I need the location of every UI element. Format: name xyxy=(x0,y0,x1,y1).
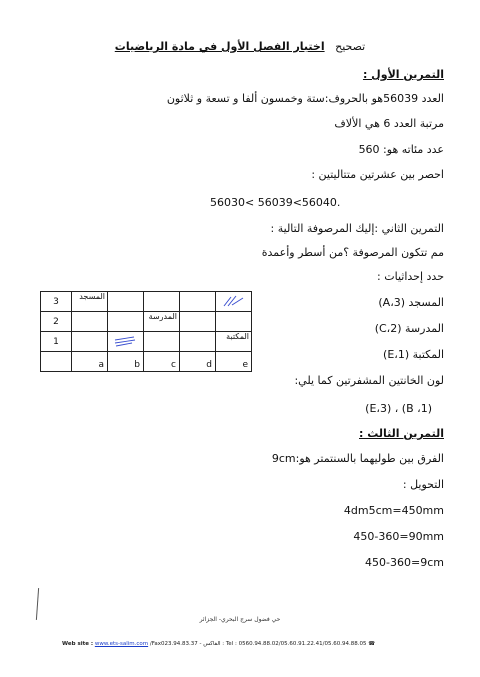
col-label: c xyxy=(171,360,176,370)
grid-cell-d1 xyxy=(180,332,216,352)
ex2-a3: المكتبة (E،1) xyxy=(383,348,444,361)
title-main: اختبار الفصل الأول في مادة الرياضيات xyxy=(114,40,325,53)
library-label: المكتبة xyxy=(226,332,249,341)
grid-cell-e3 xyxy=(216,292,252,312)
row-label: 1 xyxy=(41,332,72,352)
col-label: a xyxy=(98,360,104,370)
ex1-line4: احصر بين عشرتين متتاليتين : xyxy=(311,168,444,181)
grid-cell-e1 xyxy=(216,332,252,352)
grid-row xyxy=(41,292,252,312)
grid-cell-d3 xyxy=(180,292,216,312)
footer-contacts xyxy=(62,641,375,647)
school-label: المدرسة xyxy=(148,312,177,321)
contact-numbers: /Fax023.94.83.37 - الفاكس : Tel : 0560.94.88.02/05.60.91.22.41/05.60.94.88.05 ☎ xyxy=(149,641,376,647)
grid-corner xyxy=(41,352,72,372)
ex2-a1: المسجد (A،3) xyxy=(378,296,444,309)
grid-row xyxy=(41,352,252,372)
ex1-heading: التمرين الأول : xyxy=(362,68,444,81)
row-label: 2 xyxy=(41,312,72,332)
ex3-calc3: 450-360=9cm xyxy=(365,556,444,569)
grid-cell-c2 xyxy=(144,312,180,332)
grid-cell-c1 xyxy=(144,332,180,352)
mosque-label: المسجد xyxy=(79,292,105,301)
col-cell xyxy=(144,352,180,372)
website-link[interactable]: www.ets-salim.com xyxy=(94,641,149,647)
grid-cell-b1 xyxy=(108,332,144,352)
row-label: 3 xyxy=(41,292,72,312)
col-cell xyxy=(72,352,108,372)
grid-cell-a1 xyxy=(72,332,108,352)
grid-cell-a3 xyxy=(72,292,108,312)
grid-row xyxy=(41,312,252,332)
ex3-line2: التحويل : xyxy=(402,478,444,491)
title-prefix: تصحيح xyxy=(335,40,366,53)
shaded-cell-scribble xyxy=(112,334,138,348)
ex2-a4: (B ،1) ، (E،3) xyxy=(365,402,432,415)
ex3-line1: الفرق بين طوليهما بالسنتمتر هو:9cm xyxy=(271,452,444,465)
grid-cell-d2 xyxy=(180,312,216,332)
ex3-calc1: 4dm5cm=450mm xyxy=(343,504,444,517)
ex2-q1: مم تتكون المرصوفة ؟من أسطر وأعمدة xyxy=(261,246,444,259)
grid-cell-c3 xyxy=(144,292,180,312)
ex2-q2: حدد إحداثيات : xyxy=(377,270,444,283)
col-label: b xyxy=(134,360,140,370)
ex1-line2: مرتبة العدد 6 هي الألاف xyxy=(334,117,444,130)
ex2-intro: التمرين الثاني :إليك المرصوفة التالية : xyxy=(270,222,444,235)
ex3-heading: التمرين الثالث : xyxy=(359,427,444,440)
ex1-line3: عدد مئاته هو: 560 xyxy=(358,143,444,156)
grid-row xyxy=(41,332,252,352)
page-title xyxy=(0,40,480,53)
coordinate-grid xyxy=(40,291,252,372)
col-cell xyxy=(180,352,216,372)
ex1-answer: 56030< 56039<56040. xyxy=(210,196,341,209)
ex2-a2: المدرسة (C،2) xyxy=(374,322,444,335)
ex2-q3: لون الخانتين المشفرتين كما يلي: xyxy=(294,374,444,387)
col-cell xyxy=(216,352,252,372)
col-cell xyxy=(108,352,144,372)
ex1-line1: العدد 56039هو بالحروف:ستة وخمسون ألفا و تسعة و ثلاثون xyxy=(166,92,444,105)
footer-address: حي فضول سرج البحري- الجزائر xyxy=(199,616,281,623)
grid-cell-a2 xyxy=(72,312,108,332)
shaded-cell-scribble xyxy=(222,294,246,308)
grid-cell-e2 xyxy=(216,312,252,332)
web-label: Web site : xyxy=(62,641,94,647)
grid-cell-b3 xyxy=(108,292,144,312)
grid-cell-b2 xyxy=(108,312,144,332)
ex3-calc2: 450-360=90mm xyxy=(353,530,444,543)
col-label: e xyxy=(242,360,248,370)
col-label: d xyxy=(206,360,212,370)
